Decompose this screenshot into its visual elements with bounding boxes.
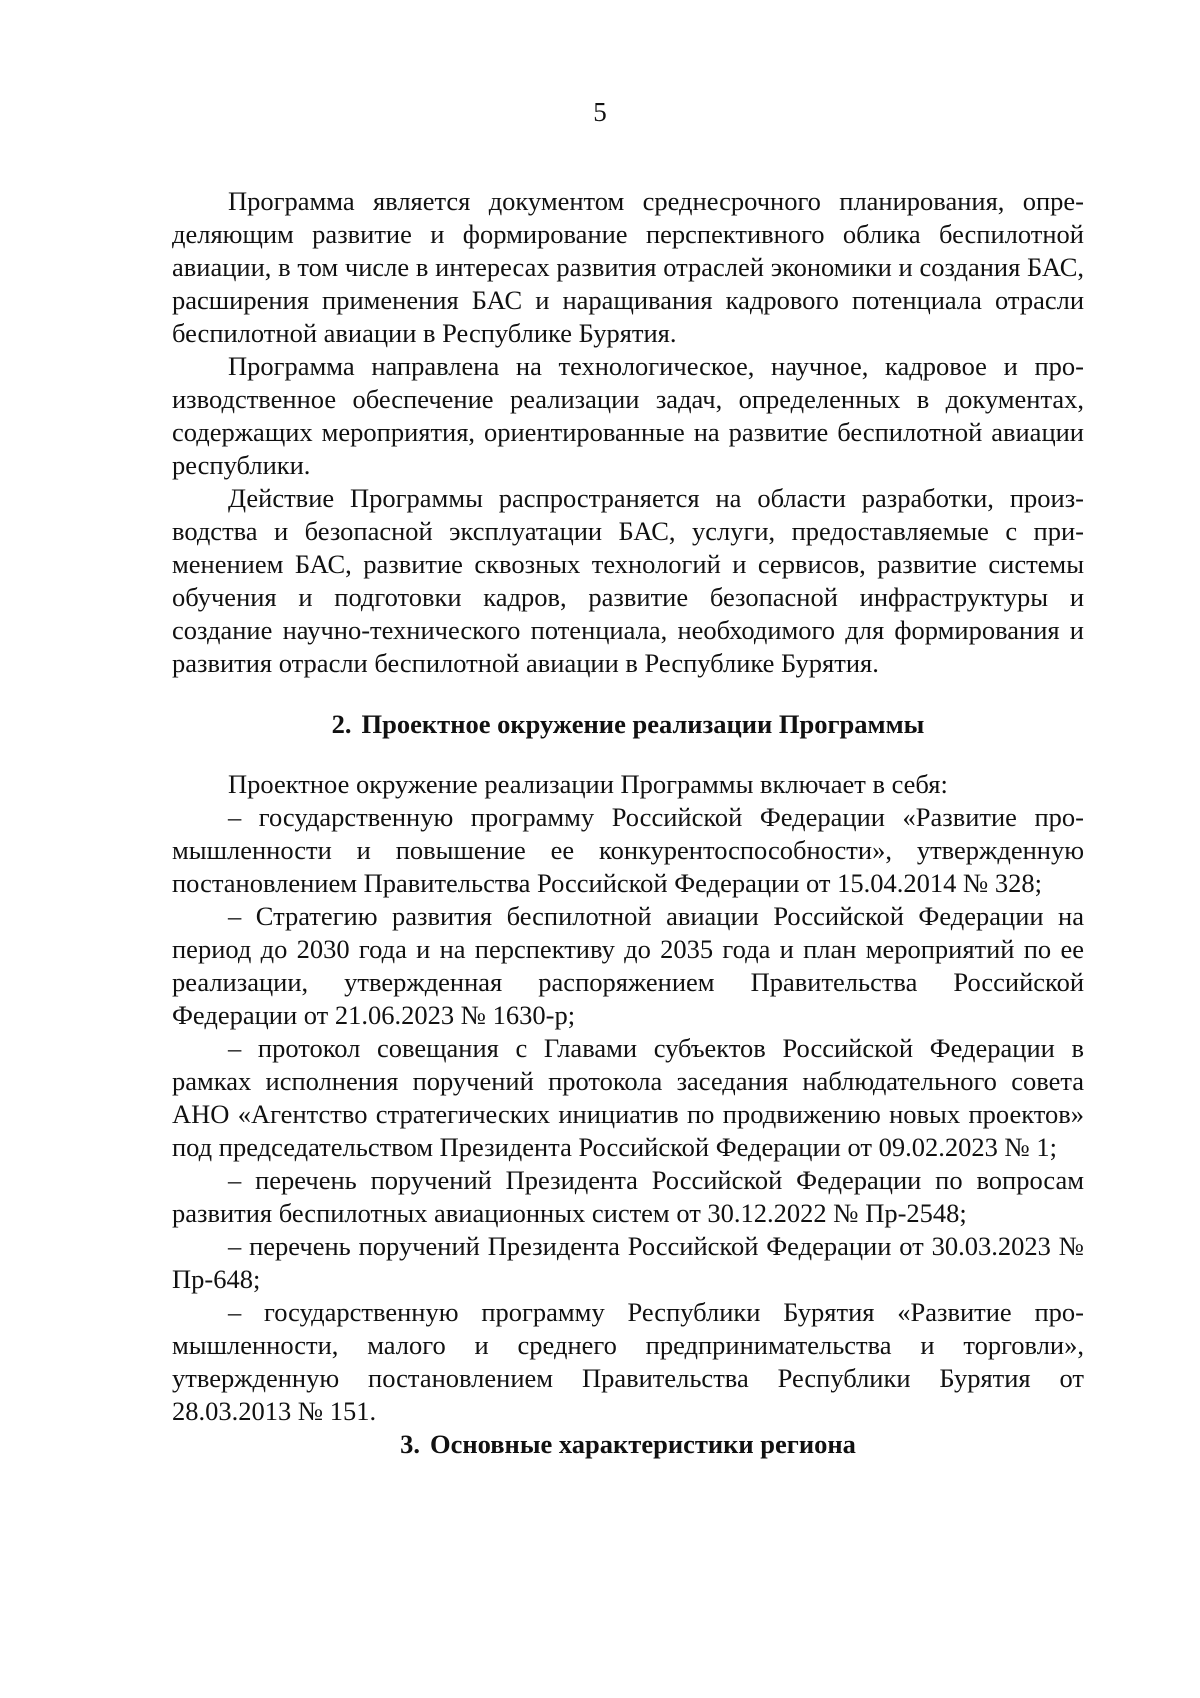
section-3-number: 3. (400, 1429, 420, 1459)
page-number: 5 (593, 97, 607, 127)
section-2-item-2: – Стратегию развития беспилотной авиации Российской Федерации на период до 2030 года и на перспективу до 2035 года и план мероприятий по ее реализации, утвержденная распоряжением Правительства Российской Федерации от 21.06.2023 № 1630-р; (172, 901, 1084, 1030)
intro-paragraph-2: Программа направлена на технологическое, научное, кадровое и производственное обеспечение реализации задач, определенных в документах, содержащих мероприятия, ориентированные на развитие беспилотной авиации республики. (172, 351, 1084, 480)
section-2-item-3: – протокол совещания с Главами субъектов Российской Федерации в рамках исполнения поручений протокола заседания наблюдательного совета АНО «Агентство стратегических инициатив по продвижению новых проектов» под председательством Президента Российской Федерации от 09.02.2023 № 1; (172, 1033, 1084, 1162)
document-body (172, 185, 1084, 1461)
section-3-title: Основные характеристики региона (430, 1429, 856, 1459)
section-2-number: 2. (331, 709, 352, 739)
section-2-item-1: – государственную программу Российской Федерации «Развитие промышленности и повышение ее конкурентоспособности», утвержденную постановлением Правительства Российской Федерации от 15.04.2014 № 328; (172, 802, 1084, 898)
section-2-intro: Проектное окружение реализации Программы включает в себя: (228, 769, 948, 799)
section-2-heading (172, 708, 1084, 741)
section-2-item-6: – государственную программу Республики Бурятия «Развитие промышленности, малого и среднего предпринимательства и торговли», утвержденную постановлением Правительства Республики Бурятия от 28.03.2013 № 151. (172, 1297, 1084, 1426)
section-3-heading (172, 1428, 1084, 1461)
section-2-title: Проектное окружение реализации Программы (361, 709, 925, 739)
section-2-item-4: – перечень поручений Президента Российской Федерации по вопросам развития беспилотных авиационных систем от 30.12.2022 № Пр-2548; (172, 1165, 1084, 1228)
intro-paragraph-1: Программа является документом среднесрочного планирования, определяющим развитие и формирование перспективного облика беспилотной авиации, в том числе в интересах развития отраслей экономики и создания БАС, расширения применения БАС и наращивания кадрового потенциала отрасли беспилотной авиации в Республике Бурятия. (172, 186, 1084, 348)
section-2-item-5: – перечень поручений Президента Российской Федерации от 30.03.2023 № Пр-648; (172, 1231, 1084, 1294)
intro-paragraph-3: Действие Программы распространяется на области разработки, производства и безопасной эксплуатации БАС, услуги, предоставляемые с применением БАС, развитие сквозных технологий и сервисов, развитие системы обучения и подготовки кадров, развитие безопасной инфраструктуры и создание научно-технического потенциала, необходимого для формирования и развития отрасли беспилотной авиации в Республике Бурятия. (172, 483, 1084, 678)
